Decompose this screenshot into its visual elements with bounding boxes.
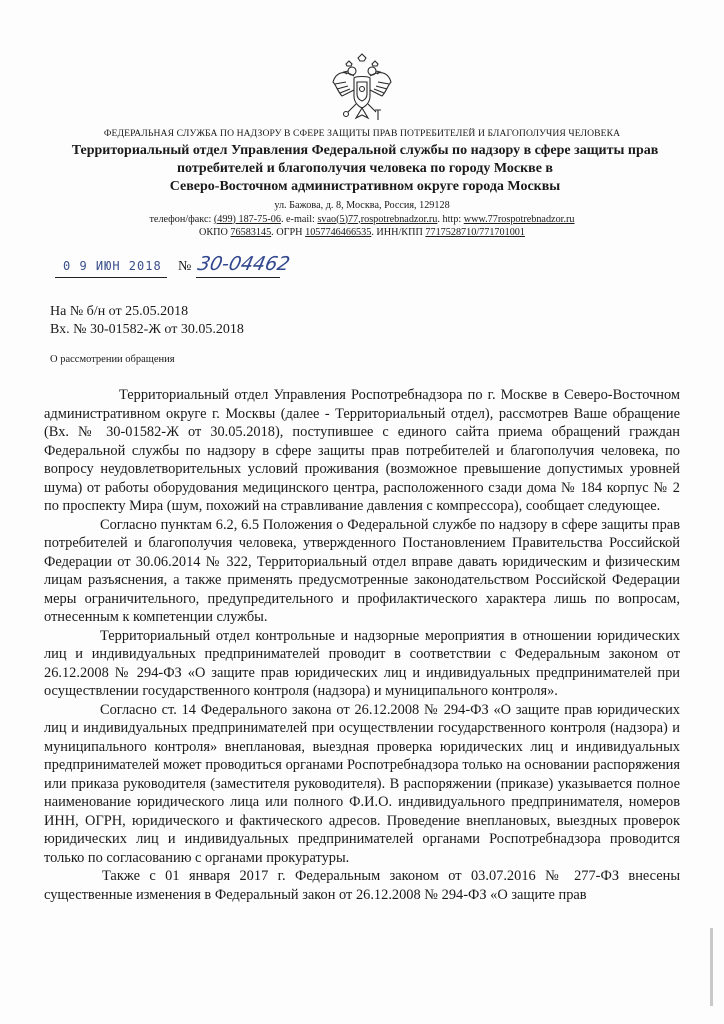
http-label: . http: bbox=[437, 213, 464, 225]
coat-of-arms-emblem bbox=[330, 52, 394, 124]
department-name-line: Северо-Восточном административном округе города Москвы bbox=[169, 179, 561, 194]
agency-name: ФЕДЕРАЛЬНАЯ СЛУЖБА ПО НАДЗОРУ В СФЕРЕ ЗАЩИТЫ ПРАВ ПОТРЕБИТЕЛЕЙ И БЛАГОПОЛУЧИЯ ЧЕЛОВЕКА bbox=[103, 128, 621, 139]
contact-line bbox=[0, 213, 724, 227]
body-paragraph: Территориальный отдел Управления Роспотребнадзора по г. Москве в Северо-Восточном административном округе г. Москвы (далее - Территориальный отдел), рассмотрев Ваше обращение (Вх. № 30-01582-Ж от 30.05.2018), поступившее с единого сайта приема обращений граждан Федеральной службы по надзору в сфере защиты прав потребителей и благополучия человека, по вопросу неудовлетворительных условий проживания (возможное превышение допустимых уровней шума) от работы оборудования медицинского центра, расположенного сзади дома № 184 корпус № 2 по проспекту Мира (шум, похожий на стравливание давления с компрессора), сообщает следующее. bbox=[44, 387, 680, 514]
letter-body bbox=[44, 386, 680, 904]
department-name-line: потребителей и благополучия человека по городу Москве в bbox=[176, 161, 553, 176]
inn-label: . ИНН/КПП bbox=[371, 227, 426, 238]
ogrn-label: . ОГРН bbox=[271, 227, 306, 238]
scan-edge-mark bbox=[710, 928, 713, 1006]
inn-kpp-code: 7717528710/771701001 bbox=[425, 227, 525, 238]
department-name-line: Территориальный отдел Управления Федеральной службы по надзору в сфере защиты прав bbox=[71, 143, 659, 158]
address: ул. Бажова, д. 8, Москва, Россия, 129128 bbox=[274, 200, 450, 211]
outgoing-number: 30-04462 bbox=[195, 253, 292, 275]
date-underline bbox=[55, 277, 167, 278]
ogrn-code: 1057746466535 bbox=[305, 227, 372, 238]
phone-label: телефон/факс: bbox=[149, 213, 214, 225]
contact-block bbox=[0, 199, 724, 240]
number-underline bbox=[196, 277, 280, 278]
body-paragraph: Согласно ст. 14 Федерального закона от 26.12.2008 № 294-ФЗ «О защите прав юридических лиц и индивидуальных предпринимателей при осуществлении государственного контроля (надзора) и муниципального контроля» внеплановая, выездная проверка юридических лиц и индивидуальных предпринимателей может проводиться органами Роспотребнадзора только на основании распоряжения или приказа руководителя (заместителя руководителя). В распоряжении (приказе) указывается полное наименование юридического лица или полного Ф.И.О. индивидуального предпринимателя, номеров ИНН, ОГРН, юридического и фактического адресов. Проведение внеплановых, выездных проверок юридических лиц и индивидуальных предпринимателей органами Роспотребнадзора проводится только по согласованию с органами прокуратуры. bbox=[44, 701, 680, 866]
email-label: . e-mail: bbox=[280, 213, 318, 225]
subject-line: О рассмотрении обращения bbox=[50, 354, 175, 365]
registration-date-stamp: 0 9 ИЮН 2018 bbox=[63, 259, 162, 273]
website-link[interactable]: www.77rospotrebnadzor.ru bbox=[463, 213, 575, 225]
email-link[interactable]: svao(5)77,rospotrebnadzor.ru bbox=[317, 213, 438, 225]
body-paragraph: Территориальный отдел контрольные и надзорные мероприятия в отношении юридических лиц и индивидуальных предпринимателей проводит в соответствии с Федеральным законом от 26.12.2008 № 294-ФЗ «О защите прав юридических лиц и индивидуальных предпринимателей при осуществлении государственного контроля (надзора) и муниципального контроля». bbox=[44, 627, 680, 699]
reference-line: Вх. № 30-01582-Ж от 30.05.2018 bbox=[50, 322, 244, 337]
registry-codes-line bbox=[0, 226, 724, 240]
body-paragraph: Согласно пунктам 6.2, 6.5 Положения о Федеральной службе по надзору в сфере защиты прав потребителей и благополучия человека, утвержденного Постановлением Правительства Российской Федерации от 30.06.2014 № 322, Территориальный отдел вправе давать юридическим и физическим лицам разъяснения, а также применять предусмотренные законодательством Российской Федерации меры ограничительного, предупредительного и профилактического характера лишь по вопросам, отнесенным к компетенции службы. bbox=[44, 516, 680, 625]
number-sign: № bbox=[178, 259, 192, 274]
reference-line: На № б/н от 25.05.2018 bbox=[50, 304, 189, 319]
department-name bbox=[40, 142, 690, 196]
body-paragraph: Также с 01 января 2017 г. Федеральным законом от 03.07.2016 № 277-ФЗ внесены существенные изменения в Федеральный закон от 26.12.2008 № 294-ФЗ «О защите прав bbox=[44, 868, 680, 903]
okpo-label: ОКПО bbox=[199, 227, 231, 238]
phone-number: (499) 187-75-06 bbox=[213, 213, 281, 225]
okpo-code: 76583145 bbox=[230, 227, 272, 238]
